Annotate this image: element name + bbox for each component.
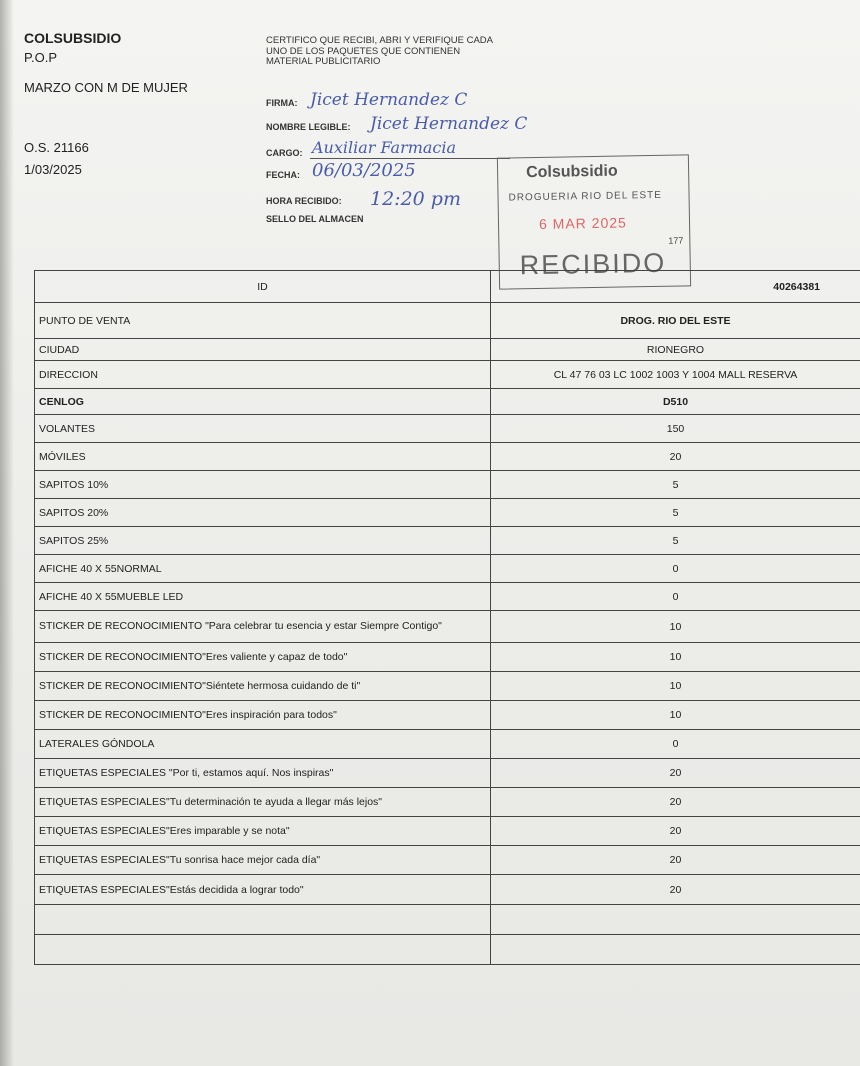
row-label	[35, 905, 491, 935]
program-name: P.O.P	[24, 50, 58, 65]
row-value: 20	[491, 759, 860, 788]
table-row	[35, 443, 860, 471]
row-value: 10	[491, 643, 860, 672]
row-value: 5	[491, 527, 860, 555]
row-label: CIUDAD	[35, 339, 491, 361]
table-row	[35, 788, 860, 817]
row-value: 0	[491, 730, 860, 759]
stamp-brand: Colsubsidio	[525, 162, 618, 182]
stamp-received-word: RECIBIDO	[519, 247, 667, 281]
row-value: 10	[491, 672, 860, 701]
position-value: Auxiliar Farmacia	[312, 138, 457, 157]
signature-value: Jicet Hernandez C	[310, 90, 468, 110]
row-label: STICKER DE RECONOCIMIENTO "Para celebrar tu esencia y estar Siempre Contigo"	[35, 611, 491, 643]
certificate-text: CERTIFICO QUE RECIBI, ABRI Y VERIFIQUE CADA UNO DE LOS PAQUETES QUE CONTIENEN MATERIAL PUBLICITARIO	[266, 35, 493, 67]
row-label: DIRECCION	[35, 361, 491, 389]
date-value: 06/03/2025	[312, 160, 416, 181]
row-value	[491, 905, 860, 935]
table-row	[35, 611, 860, 643]
position-underline	[310, 158, 510, 159]
row-value: 20	[491, 817, 860, 846]
row-value: 10	[491, 611, 860, 643]
row-label: ETIQUETAS ESPECIALES"Tu determinación te ayuda a llegar más lejos"	[35, 788, 491, 817]
table-row	[35, 471, 860, 499]
table-row	[35, 701, 860, 730]
row-value: 20	[491, 788, 860, 817]
row-label: MÓVILES	[35, 443, 491, 471]
table-row	[35, 361, 860, 389]
time-value: 12:20 pm	[370, 188, 461, 210]
position-label: CARGO:	[266, 148, 303, 158]
row-value: 40264381	[491, 271, 860, 303]
table-row	[35, 672, 860, 701]
paper-edge-shadow	[0, 0, 14, 1066]
row-label: CENLOG	[35, 389, 491, 415]
table-row	[35, 905, 860, 935]
row-label: LATERALES GÓNDOLA	[35, 730, 491, 759]
row-label: STICKER DE RECONOCIMIENTO"Siéntete hermosa cuidando de ti"	[35, 672, 491, 701]
row-value: 150	[491, 415, 860, 443]
row-value: 0	[491, 555, 860, 583]
row-value: D510	[491, 389, 860, 415]
row-label: VOLANTES	[35, 415, 491, 443]
table-row	[35, 759, 860, 788]
row-label: SAPITOS 20%	[35, 499, 491, 527]
table-row	[35, 499, 860, 527]
row-value: 20	[491, 875, 860, 905]
table-row	[35, 527, 860, 555]
row-label: AFICHE 40 X 55NORMAL	[35, 555, 491, 583]
row-label: SAPITOS 10%	[35, 471, 491, 499]
row-value: RIONEGRO	[491, 339, 860, 361]
table-row	[35, 935, 860, 965]
row-label	[35, 935, 491, 965]
legible-name-label: NOMBRE LEGIBLE:	[266, 122, 351, 132]
row-label: ID	[35, 271, 491, 303]
row-value: 20	[491, 846, 860, 875]
delivery-table	[34, 270, 860, 965]
time-label: HORA RECIBIDO:	[266, 196, 342, 206]
table-row	[35, 555, 860, 583]
table-row	[35, 817, 860, 846]
row-value: 20	[491, 443, 860, 471]
row-label: ETIQUETAS ESPECIALES"Estás decidida a lograr todo"	[35, 875, 491, 905]
row-label: ETIQUETAS ESPECIALES"Eres imparable y se nota"	[35, 817, 491, 846]
table-row	[35, 339, 860, 361]
row-label: AFICHE 40 X 55MUEBLE LED	[35, 583, 491, 611]
row-value: 10	[491, 701, 860, 730]
row-value: 5	[491, 471, 860, 499]
order-number: O.S. 21166	[24, 140, 89, 155]
signature-label: FIRMA:	[266, 98, 298, 108]
date-label: FECHA:	[266, 170, 300, 180]
company-name: COLSUBSIDIO	[24, 30, 122, 46]
stamp-subtitle: DROGUERIA RIO DEL ESTE	[508, 189, 662, 204]
row-label: ETIQUETAS ESPECIALES "Por ti, estamos aquí. Nos inspiras"	[35, 759, 491, 788]
row-label: ETIQUETAS ESPECIALES"Tu sonrisa hace mejor cada día"	[35, 846, 491, 875]
table-row	[35, 875, 860, 905]
stamp-date: 6 MAR 2025	[538, 214, 627, 232]
table-row	[35, 730, 860, 759]
row-label: STICKER DE RECONOCIMIENTO"Eres inspiración para todos"	[35, 701, 491, 730]
warehouse-seal-label: SELLO DEL ALMACEN	[266, 214, 364, 224]
table-row	[35, 271, 860, 303]
table-row	[35, 643, 860, 672]
table-row	[35, 415, 860, 443]
row-label: SAPITOS 25%	[35, 527, 491, 555]
campaign-name: MARZO CON M DE MUJER	[24, 80, 188, 95]
legible-name-value: Jicet Hernandez C	[370, 114, 528, 134]
row-label: PUNTO DE VENTA	[35, 303, 491, 339]
row-value: DROG. RIO DEL ESTE	[491, 303, 860, 339]
table-row	[35, 583, 860, 611]
row-value	[491, 935, 860, 965]
row-value: CL 47 76 03 LC 1002 1003 Y 1004 MALL RESERVA	[491, 361, 860, 389]
issue-date: 1/03/2025	[24, 162, 82, 177]
table-row	[35, 389, 860, 415]
table-row	[35, 846, 860, 875]
row-label: STICKER DE RECONOCIMIENTO"Eres valiente y capaz de todo"	[35, 643, 491, 672]
stamp-number: 177	[668, 235, 684, 246]
row-value: 5	[491, 499, 860, 527]
row-value: 0	[491, 583, 860, 611]
table-row	[35, 303, 860, 339]
